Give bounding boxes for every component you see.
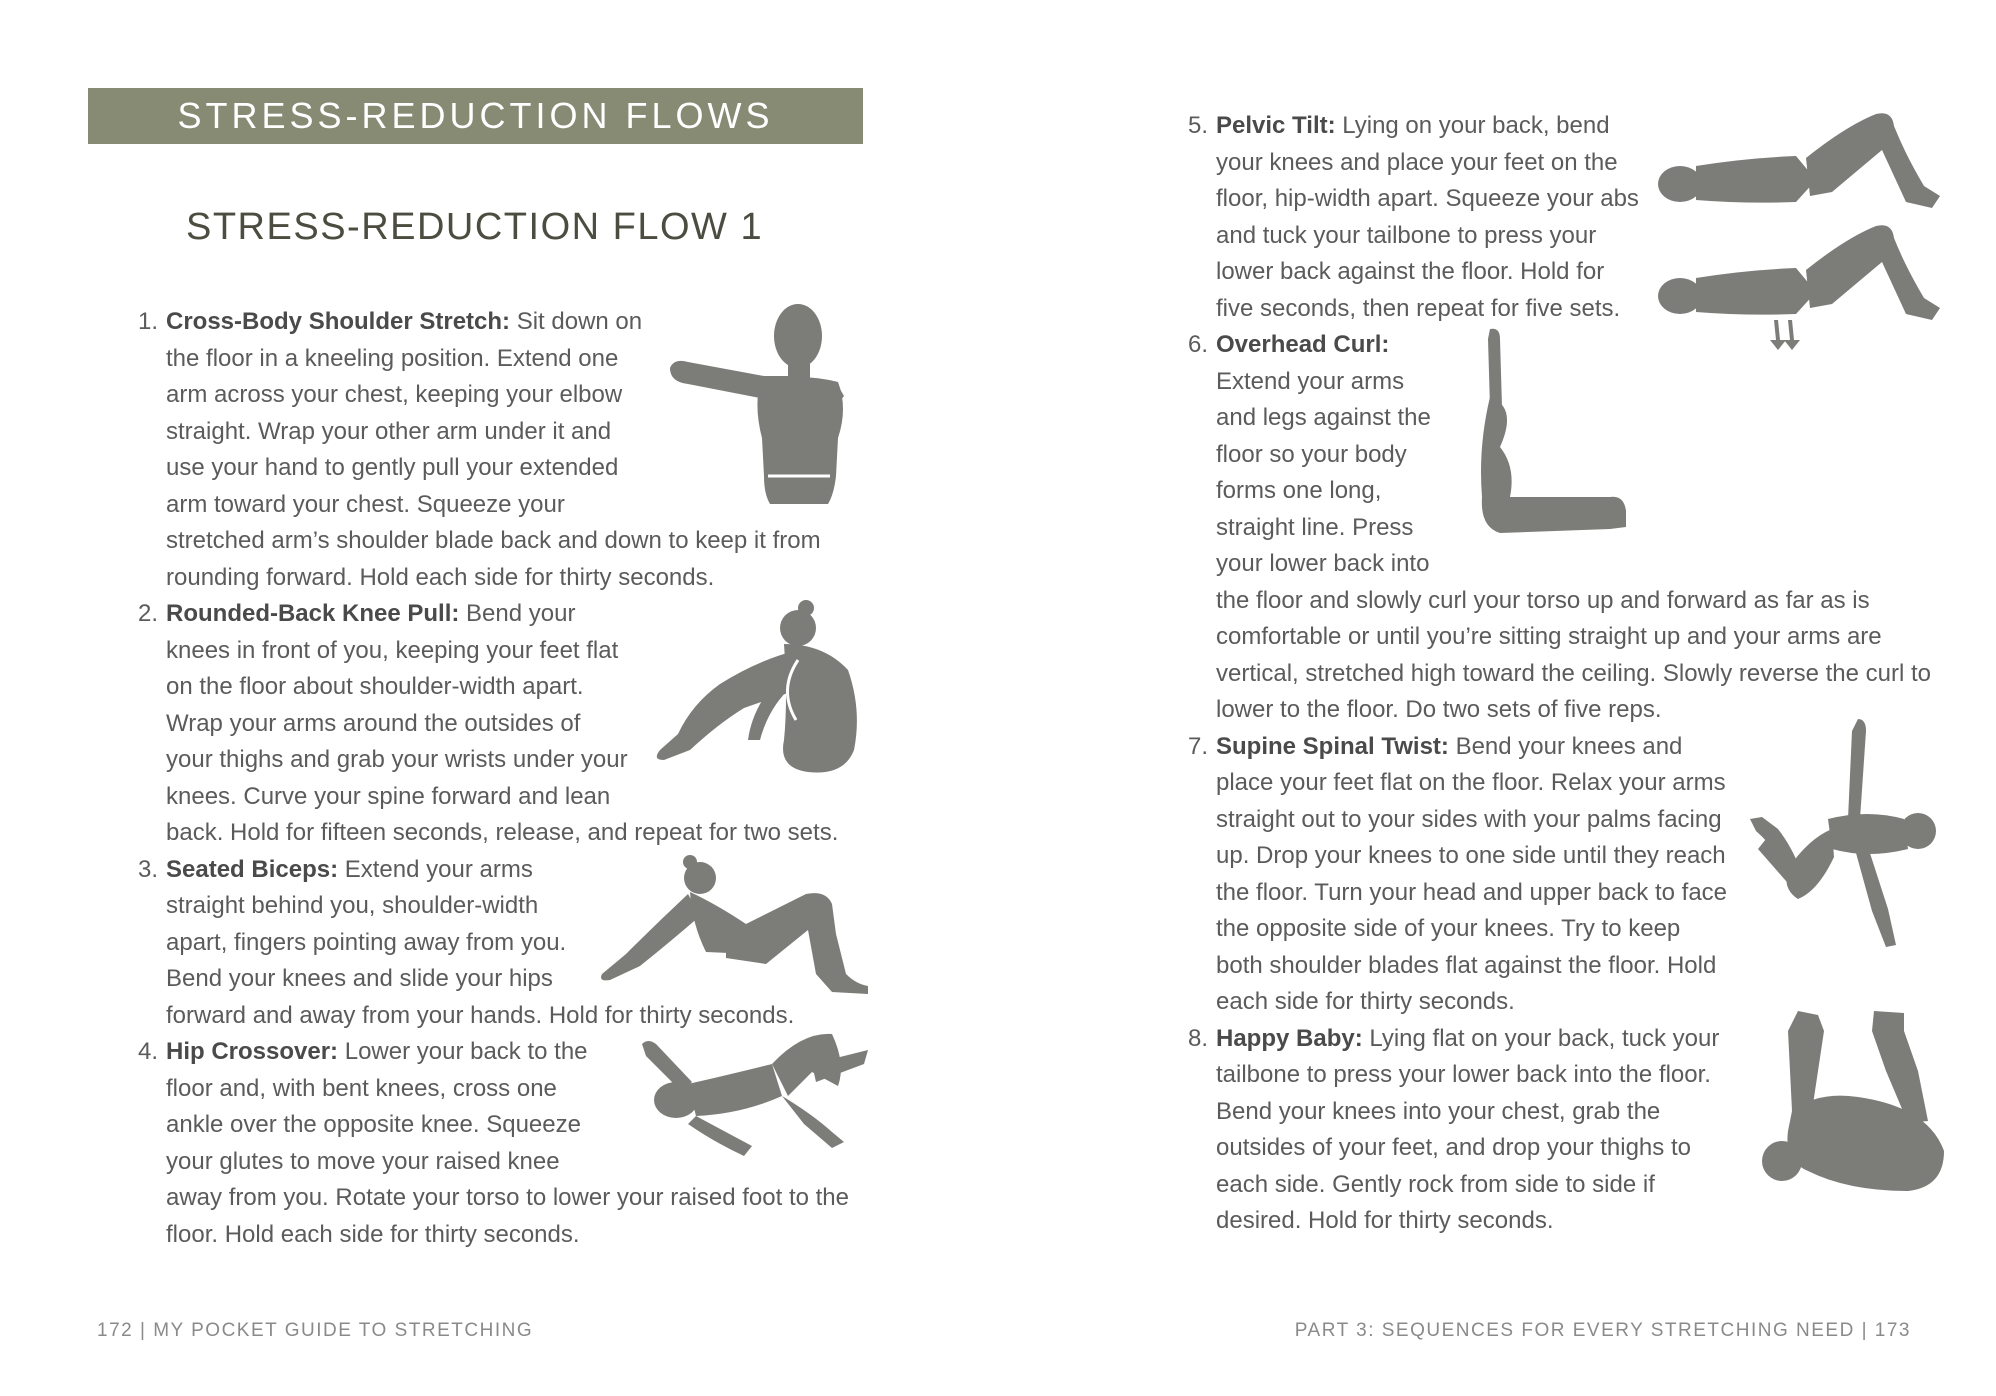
- seated-biceps-figure-icon: [596, 854, 868, 994]
- list-number: 1.: [137, 308, 158, 335]
- right-page: [998, 0, 1996, 1396]
- pelvic-tilt-figure-icon: [1656, 106, 1948, 356]
- exercise-text: Bend your knees and place your feet flat on the floor. Relax your arms straight out to your sides with your palms facing up. Drop your knees to one side until they reach the floor. Turn your head and upper back to face the opposite side of your knees. Try to keep both shoulder blades flat against the floor. Hold each side for thirty seconds.: [1216, 732, 1728, 1015]
- exercise-text: Extend your arms and legs against the floor so your body forms one long, straight line. Press your lower back into the floor and slowly curl your torso up and forward as far as is comfortable or until you’re sitting straight up and your arms are vertical, stretched high toward the ceiling. Slowly reverse the curl to lower to the floor. Do two sets of five reps.: [1216, 367, 1931, 723]
- exercise-name: Hip Crossover:: [166, 1038, 339, 1065]
- page-footer-right: PART 3: SEQUENCES FOR EVERY STRETCHING NEED | 173: [1294, 1320, 1911, 1341]
- list-item-pelvic-tilt: [1178, 108, 1948, 327]
- list-number: 6.: [1187, 331, 1208, 358]
- exercise-text: Lower your back to the floor and, with bent knees, cross one ankle over the opposite knee. Squeeze your glutes to move your raised knee away from you. Rotate your torso to lower your raised foot to the floor. Hold each side for thirty seconds.: [166, 1038, 849, 1248]
- list-number: 5.: [1187, 112, 1208, 139]
- exercise-list-right: [1178, 108, 1948, 1240]
- list-number: 3.: [137, 855, 158, 883]
- happy-baby-figure-icon: [1758, 1011, 1948, 1211]
- exercise-list-left: [128, 304, 868, 1253]
- exercise-name: Pelvic Tilt:: [1216, 112, 1336, 139]
- list-item-seated-biceps: [128, 852, 868, 1035]
- list-item-overhead-curl: [1178, 327, 1948, 729]
- list-item-happy-baby: [1178, 1021, 1948, 1240]
- hip-crossover-figure-icon: [632, 1024, 868, 1156]
- page-title: STRESS-REDUCTION FLOW 1: [186, 206, 764, 248]
- exercise-text: Bend your knees in front of you, keeping your feet flat on the floor about shoulder-width apart. Wrap your arms around the outsides of your thighs and grab your wrists under your knees. Curve your spine forward and lean back. Hold for fifteen seconds, release, and repeat for two sets.: [166, 600, 839, 846]
- exercise-name: Rounded-Back Knee Pull:: [166, 600, 460, 627]
- exercise-text: Sit down on the floor in a kneeling position. Extend one arm across your chest, keeping your elbow straight. Wrap your other arm under it and use your hand to gently pull your extended arm toward your chest. Squeeze your stretched arm’s shoulder blade back and down to keep it from rounding forward. Hold each side for thirty seconds.: [166, 308, 821, 591]
- exercise-name: Overhead Curl:: [1216, 331, 1390, 358]
- exercise-name: Happy Baby:: [1216, 1024, 1363, 1052]
- exercise-name: Cross-Body Shoulder Stretch:: [166, 308, 511, 335]
- list-number: 8.: [1187, 1024, 1208, 1052]
- exercise-text: Extend your arms straight behind you, shoulder-width apart, fingers pointing away from you. Bend your knees and slide your hips forward and away from your hands. Hold for thirty seconds.: [166, 855, 795, 1029]
- exercise-text: Lying flat on your back, tuck your tailbone to press your lower back into the floor. Bend your knees into your chest, grab the outsides of your feet, and drop your thighs to each side. Gently rock from side to side if desired. Hold for thirty seconds.: [1216, 1024, 1720, 1234]
- exercise-name: Supine Spinal Twist:: [1216, 732, 1449, 760]
- list-item-supine-spinal-twist: [1178, 729, 1948, 1021]
- exercise-name: Seated Biceps:: [166, 855, 339, 883]
- section-banner: STRESS-REDUCTION FLOWS: [88, 88, 863, 144]
- spinal-twist-figure-icon: [1748, 719, 1948, 949]
- list-item-rounded-back-knee-pull: [128, 596, 868, 852]
- list-item-hip-crossover: [128, 1034, 868, 1253]
- exercise-text: Lying on your back, bend your knees and place your feet on the floor, hip-width apart. Squeeze your abs and tuck your tailbone to press your lower back against the floor. Hold for five seconds, then repeat for five sets.: [1216, 112, 1639, 322]
- list-number: 7.: [1187, 732, 1208, 760]
- list-number: 2.: [137, 600, 158, 627]
- shoulder-stretch-figure-icon: [668, 298, 868, 508]
- knee-pull-figure-icon: [648, 600, 868, 780]
- overhead-curl-figure-icon: [1460, 327, 1640, 555]
- page-footer-left: 172 | MY POCKET GUIDE TO STRETCHING: [97, 1320, 534, 1341]
- list-item-cross-body-shoulder-stretch: [128, 304, 868, 596]
- list-number: 4.: [137, 1038, 158, 1065]
